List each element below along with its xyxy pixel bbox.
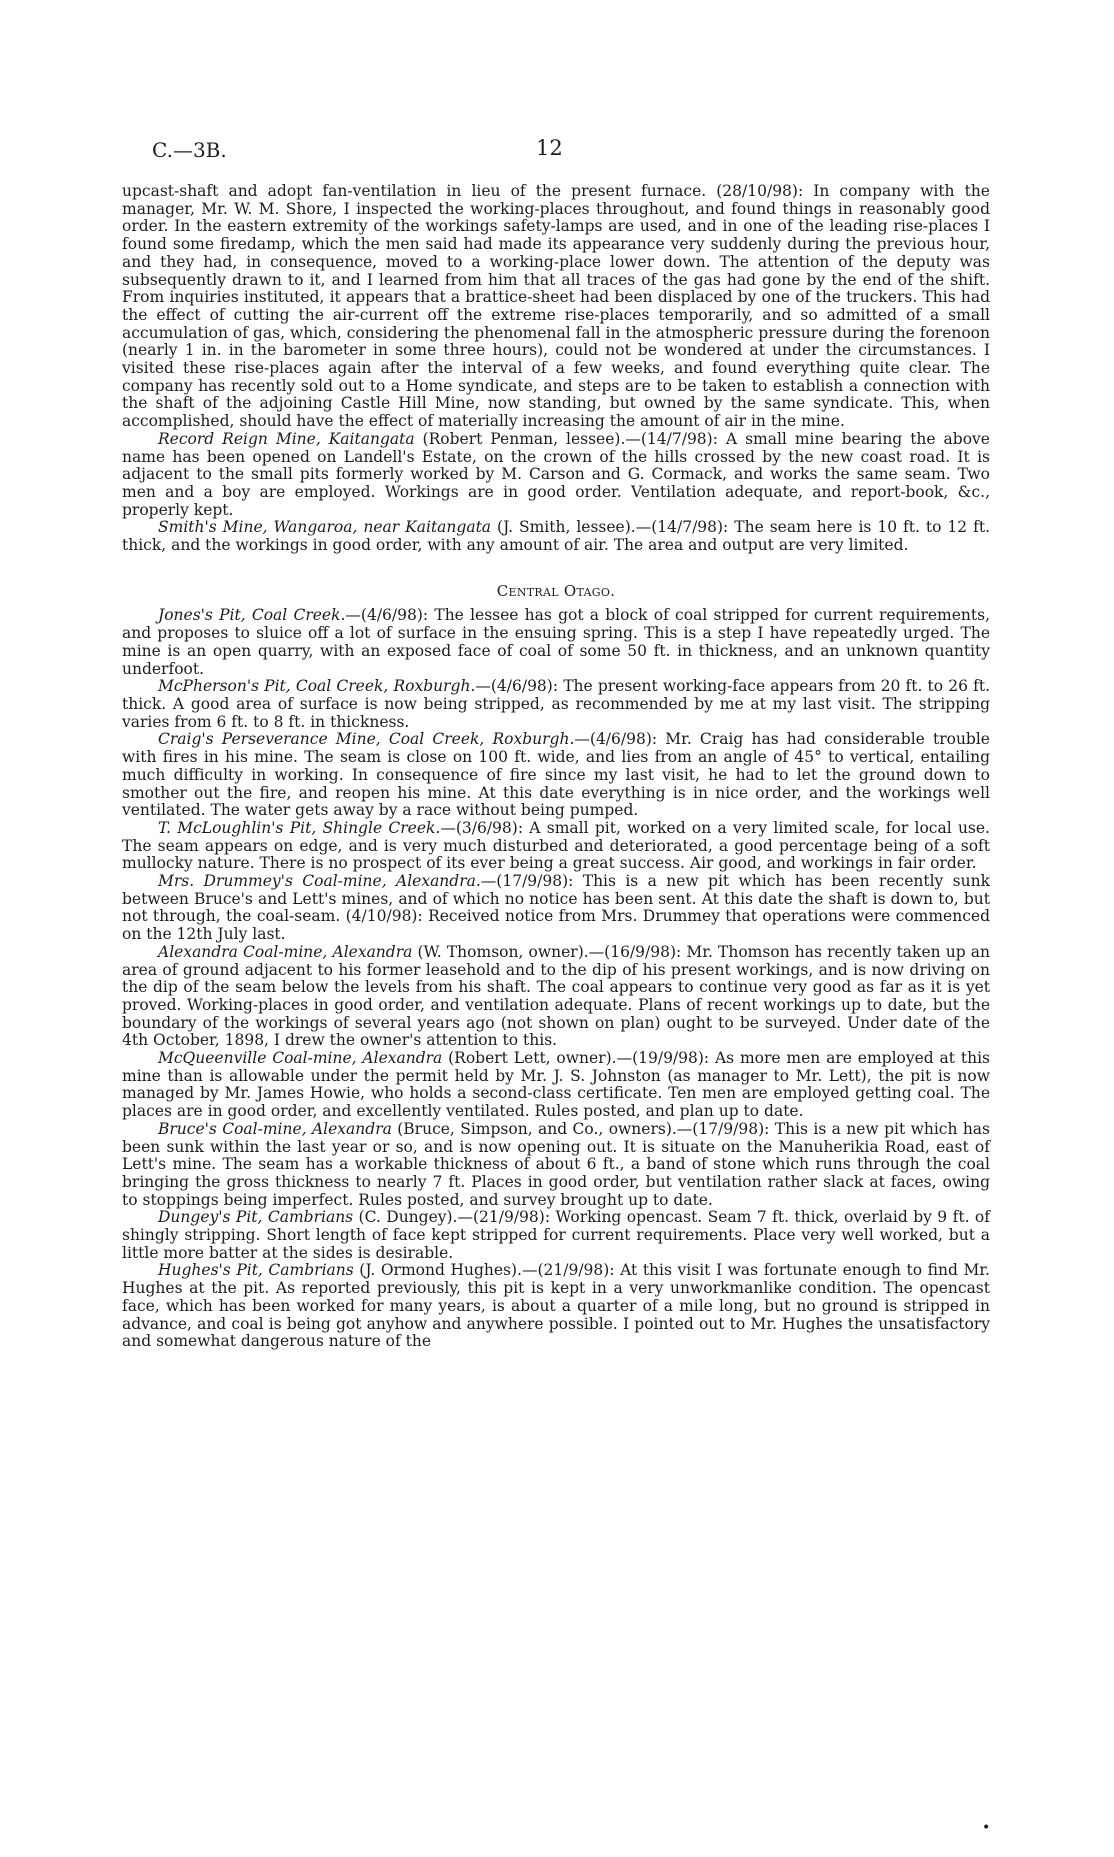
document-body bbox=[122, 183, 990, 1351]
paragraph-text: —(17/9/98): This is a new pit which has been recently sunk between Bruce's and Lett's mines, and of which no notice has been sent. At this date the shaft is down to, but not through, the coal-seam. (4/10/98): Received notice from Mrs. Drummey that operations were commenced on the 12th July last. bbox=[122, 872, 990, 944]
paragraph-text: —(4/6/98): The present working-face appears from 20 ft. to 26 ft. thick. A good area of surface is now being stripped, as recommended by me at my last visit. The stripping varies from 6 ft. to 8 ft. in thickness. bbox=[122, 677, 990, 731]
paragraph-text: (C. Dungey).—(21/9/98): Working opencast. Seam 7 ft. thick, overlaid by 9 ft. of shingly stripping. Short length of face kept stripped for current requirements. Place very well worked, but a little more batter at the sides is desirable. bbox=[122, 1208, 990, 1262]
paragraph-title: Craig's Perseverance Mine, Coal Creek, Roxburgh. bbox=[158, 730, 575, 749]
paragraph-title: Mrs. Drummey's Coal-mine, Alexandra. bbox=[158, 872, 481, 891]
paragraph bbox=[122, 1262, 990, 1351]
paragraph bbox=[122, 1209, 990, 1262]
paragraph bbox=[122, 519, 990, 554]
paragraph-title: Record Reign Mine, Kaitangata bbox=[158, 429, 415, 448]
paragraph bbox=[122, 183, 990, 431]
paragraph bbox=[122, 944, 990, 1050]
paragraph-text: (J. Smith, lessee).—(14/7/98): The seam here is 10 ft. to 12 ft. thick, and the workings in good order, with any amount of air. The area and output are very limited. bbox=[122, 518, 990, 555]
paragraph bbox=[122, 431, 990, 520]
paragraph bbox=[122, 607, 990, 678]
paragraph-text: —(3/6/98): A small pit, worked on a very limited scale, for local use. The seam appears on edge, and is very much disturbed and deteriorated, a good percentage being of a soft mullocky nature. There is no prospect of its ever being a great success. Air good, and workings in fair order. bbox=[122, 818, 990, 873]
stray-mark: • bbox=[982, 1820, 991, 1836]
paragraph-title: Bruce's Coal-mine, Alexandra bbox=[158, 1119, 392, 1138]
paragraph-text: (Robert Lett, owner).—(19/9/98): As more men are employed at this mine than is allowable under the permit held by Mr. J. S. Johnston (as manager to Mr. Lett), the pit is now managed by Mr. James Howie, who holds a second-class certificate. Ten men are employed getting coal. The places are in good order, and excellently ventilated. Rules posted, and plan up to date. bbox=[122, 1049, 990, 1121]
paragraph bbox=[122, 1050, 990, 1121]
paragraph-title: T. McLoughlin's Pit, Shingle Creek. bbox=[158, 818, 441, 837]
paragraph-text: (Robert Penman, lessee).—(14/7/98): A small mine bearing the above name has been opened on Landell's Estate, on the crown of the hills crossed by the new coast road. It is adjacent to the small pits formerly worked by M. Carson and G. Cormack, and works the same seam. Two men and a boy are employed. Workings are in good order. Ventilation adequate, and report-book, &c., properly kept. bbox=[122, 429, 990, 519]
paragraph-title: Hughes's Pit, Cambrians bbox=[158, 1261, 354, 1280]
paragraph-text: upcast-shaft and adopt fan-ventilation in lieu of the present furnace. (28/10/98): In company with the manager, Mr. W. M. Shore, I inspected the working-places throughout, and found things in reasonably good order. In the eastern extremity of the workings safety-lamps are used, and in one of the leading rise-places I found some firedamp, which the men said had made its appearance very suddenly during the previous hour, and they had, in consequence, moved to a working-place lower down. The attention of the deputy was subsequently drawn to it, and I learned from him that all traces of the gas had gone by the end of the shift. From inquiries instituted, it appears that a brattice-sheet had been displaced by one of the truckers. This had the effect of cutting the air-current off the extreme rise-places temporarily, and so admitted of a small accumulation of gas, which, considering the phenomenal fall in the atmospheric pressure during the forenoon (nearly 1 in. in the barometer in some three hours), could not be wondered at under the circumstances. I visited these rise-places again after the interval of a few weeks, and found everything quite clear. The company has recently sold out to a Home syndicate, and steps are to be taken to establish a connection with the shaft of the adjoining Castle Hill Mine, now standing, but owned by the same syndicate. This, when accomplished, should have the effect of materially increasing the amount of air in the mine. bbox=[122, 182, 990, 431]
paragraph bbox=[122, 820, 990, 873]
paragraph-title: McQueenville Coal-mine, Alexandra bbox=[158, 1049, 443, 1068]
paragraph-text: (J. Ormond Hughes).—(21/9/98): At this visit I was fortunate enough to find Mr. Hughes at the pit. As reported previously, this pit is kept in a very unworkmanlike condition. The opencast face, which has been worked for many years, is about a quarter of a mile long, but no ground is stripped in advance, and coal is being got anyhow and anywhere possible. I pointed out to Mr. Hughes the unsatisfactory and somewhat dangerous nature of the bbox=[122, 1261, 990, 1351]
paragraph bbox=[122, 731, 990, 820]
paragraph-text: (Bruce, Simpson, and Co., owners).—(17/9/98): This is a new pit which has been sunk within the last year or so, and is now opening out. It is situate on the Manuherikia Road, east of Lett's mine. The seam has a workable thickness of about 6 ft., a band of stone which runs through the coal bringing the gross thickness to nearly 7 ft. Places in good order, but ventilation rather slack at faces, owing to stoppings being imperfect. Rules posted, and survey brought up to date. bbox=[122, 1119, 991, 1209]
paragraph bbox=[122, 1121, 990, 1210]
paragraph-text: —(4/6/98): Mr. Craig has had considerable trouble with fires in his mine. The seam is close on 100 ft. wide, and lies from an angle of 45° to vertical, entailing much difficulty in working. In consequence of fire since my last visit, he had to let the ground down to smother out the fire, and reopen his mine. At this date everything is in nice order, and the workings well ventilated. The water gets away by a race without being pumped. bbox=[122, 730, 990, 820]
paragraph-text: —(4/6/98): The lessee has got a block of coal stripped for current requirements, and proposes to sluice off a lot of surface in the ensuing spring. This is a step I have repeatedly urged. The mine is an open quarry, with an exposed face of coal of some 50 ft. in thickness, and an unknown quantity underfoot. bbox=[122, 606, 990, 678]
section-heading: Central Otago. bbox=[496, 581, 616, 600]
paragraph-text: (W. Thomson, owner).—(16/9/98): Mr. Thomson has recently taken up an area of ground adjacent to his former leasehold and to the dip of his present workings, and is now driving on the dip of the seam below the levels from his shaft. The coal appears to continue very good as far as it is yet proved. Working-places in good order, and ventilation adequate. Plans of recent workings up to date, but the boundary of the workings of several years ago (not shown on plan) ought to be surveyed. Under date of the 4th October, 1898, I drew the owner's attention to this. bbox=[122, 942, 990, 1050]
paragraph-title: Alexandra Coal-mine, Alexandra bbox=[158, 942, 413, 961]
paragraph-title: Smith's Mine, Wangaroa, near Kaitangata bbox=[158, 518, 492, 537]
paragraph-title: Jones's Pit, Coal Creek. bbox=[158, 606, 346, 625]
paragraph-title: McPherson's Pit, Coal Creek, Roxburgh. bbox=[158, 677, 476, 696]
document-reference: C.—3B. bbox=[152, 138, 227, 162]
paragraph bbox=[122, 678, 990, 731]
paragraph-title: Dungey's Pit, Cambrians bbox=[158, 1208, 354, 1227]
page-number: 12 bbox=[536, 136, 563, 160]
paragraph bbox=[122, 873, 990, 944]
